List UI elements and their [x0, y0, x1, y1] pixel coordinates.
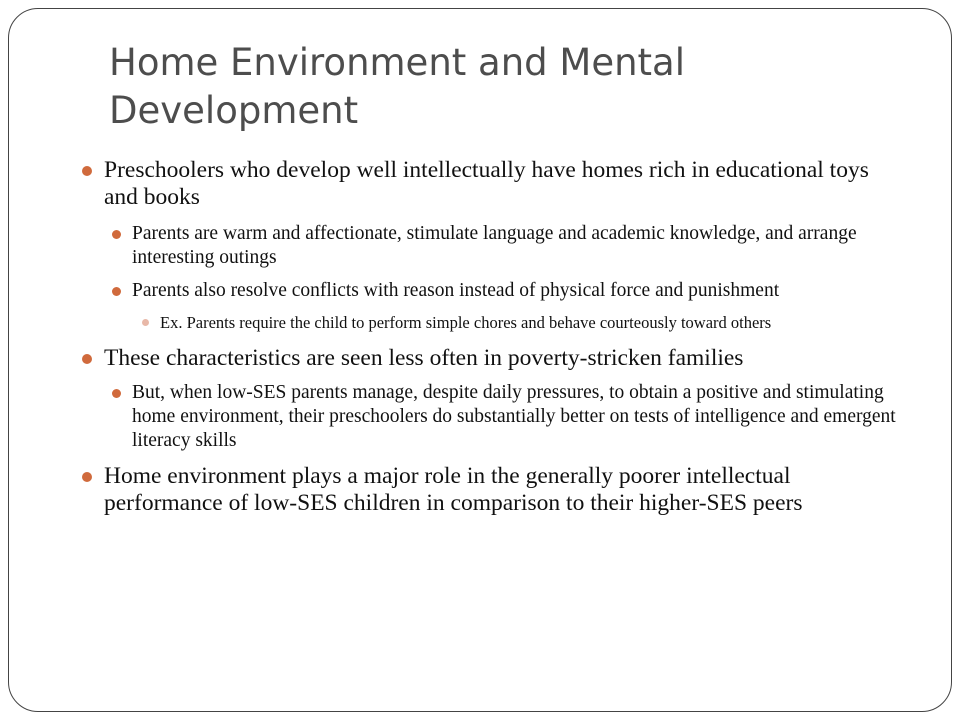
bullet-icon — [82, 472, 92, 482]
bullet-icon — [82, 166, 92, 176]
bullet-text: Ex. Parents require the child to perform simple chores and behave courteously toward others — [160, 313, 772, 332]
bullet-poverty-families — [104, 345, 894, 372]
bullet-icon — [112, 230, 121, 239]
bullet-text: Preschoolers who develop well intellectually have homes rich in educational toys and books — [104, 157, 869, 210]
bullet-text: But, when low-SES parents manage, despite daily pressures, to obtain a positive and stimulating home environment, their preschoolers do substantially better on tests of intelligence and emergent literacy skills — [132, 382, 896, 451]
bullet-home-environment-role — [104, 463, 894, 517]
slide-frame — [8, 8, 952, 712]
bullet-homes-rich-in-toys — [104, 157, 894, 211]
bullet-text: Parents also resolve conflicts with reason instead of physical force and punishment — [132, 280, 780, 301]
sub-bullet-low-ses-parents — [132, 381, 902, 453]
bullet-icon — [112, 389, 121, 398]
sub-bullet-resolve-conflicts — [132, 279, 902, 303]
bullet-text: Parents are warm and affectionate, stimulate language and academic knowledge, and arrange interesting outings — [132, 223, 857, 268]
slide-title: Home Environment and Mental Development — [109, 41, 686, 132]
bullet-text: These characteristics are seen less often in poverty-stricken families — [104, 345, 744, 371]
bullet-icon — [142, 319, 149, 326]
sub-bullet-warm-parents — [132, 222, 902, 270]
bullet-text: Home environment plays a major role in the generally poorer intellectual performance of low-SES children in comparison to their higher-SES peers — [104, 463, 803, 516]
bullet-icon — [112, 287, 121, 296]
bullet-icon — [82, 354, 92, 364]
sub-sub-bullet-example-chores — [160, 312, 900, 334]
slide-body — [9, 157, 952, 517]
